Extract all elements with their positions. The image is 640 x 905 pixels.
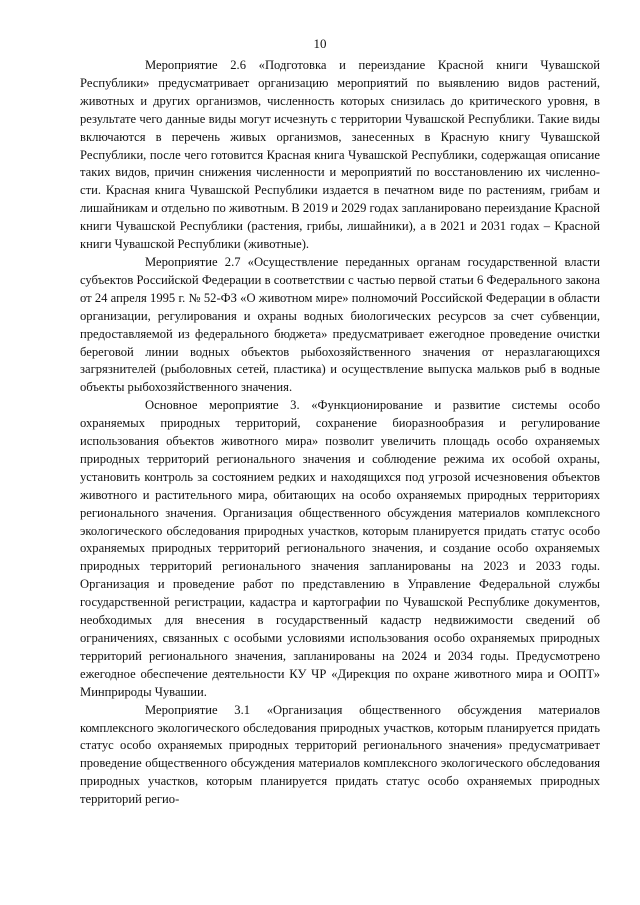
paragraph-measure-3-1: Мероприятие 3.1 «Организация общественного обсуждения материалов комплексного экологического обследования природных участков, которым планируется придать статус особо охраняемых природных территорий регионального значения» предусматривает проведение общественного обсуждения материалов комплексного экологического обследования природных участков, которым планируется придать статус особо охраняемых природных территорий регио- [80, 702, 600, 807]
page-number: 10 [313, 36, 327, 51]
paragraph-main-measure-3: Основное мероприятие 3. «Функционирование и развитие системы особо охраняемых природных территорий, сохранение биоразнообразия и регулирование использования объектов животного мира» позволит увеличить площадь особо охраняемых природных территорий регионального значения и соблюдение режима их особой охраны, установить контроль за состоянием редких и находящихся под угрозой исчезновения объектов животного и растительного мира, обитающих на особо охраняемых природных территориях регионального значения. Организация общественного обсуждения материалов комплексного экологического обследования природных участков, которым планируется придать статус особо охраняемых природных территорий регионального значения, и создание особо охраняемых природных территорий регионального значения запланированы на 2023 и 2033 годы. Организация и проведение работ по представлению в Управление Федеральной службы государственной регистрации, кадастра и картографии по Чувашской Республике документов, необходимых для внесения в государственный кадастр недвижимости сведений об ограничениях, связанных с особыми условиями использования особо охраняемых природных территорий регионального значения, запланированы на 2024 и 2034 годы. Предусмотрено ежегодное обеспечение деятельности КУ ЧР «Дирекция по охране животного мира и ООПТ» Минприроды Чувашии. [80, 398, 600, 699]
document-body [80, 57, 600, 809]
paragraph-measure-2-7: Мероприятие 2.7 «Осуществление переданных органам государственной власти субъектов Российской Федерации в соответствии с частью первой статьи 6 Федерального закона от 24 апреля 1995 г. № 52-ФЗ «О животном мире» полномочий Российской Федерации в области организации, регулирования и охраны водных биологических ресурсов за счет субвенции, предоставляемой из федерального бюджета» предусматривает ежегодное проведение очистки береговой линии водных объектов рыбохозяйственного значения от неразлагающихся загрязнителей (рыболовных сетей, пластика) и осуществление выпуска мальков рыб в водные объекты рыбохозяйственного значения. [80, 254, 600, 395]
paragraph-measure-2-6: Мероприятие 2.6 «Подготовка и переиздание Красной книги Чувашской Республики» предусматривает организацию мероприятий по выявлению видов растений, животных и других организмов, численность которых снизилась до критического уровня, в результате чего данные виды могут исчезнуть с территории Чувашской Республики. Такие виды включаются в перечень живых организмов, занесенных в Красную книгу Чувашской Республики, после чего готовится Красная книга Чувашской Республики, содержащая описание таких видов, причин снижения численности и мероприятий по восстановлению их численности. Красная книга Чувашской Республики издается в печатном виде по растениям, грибам и лишайникам и отдельно по животным. В 2019 и 2029 годах запланировано переиздание Красной книги Чувашской Республики (растения, грибы, лишайники), а в 2021 и 2031 годах – Красной книги Чувашской Республики (животные). [80, 58, 600, 252]
